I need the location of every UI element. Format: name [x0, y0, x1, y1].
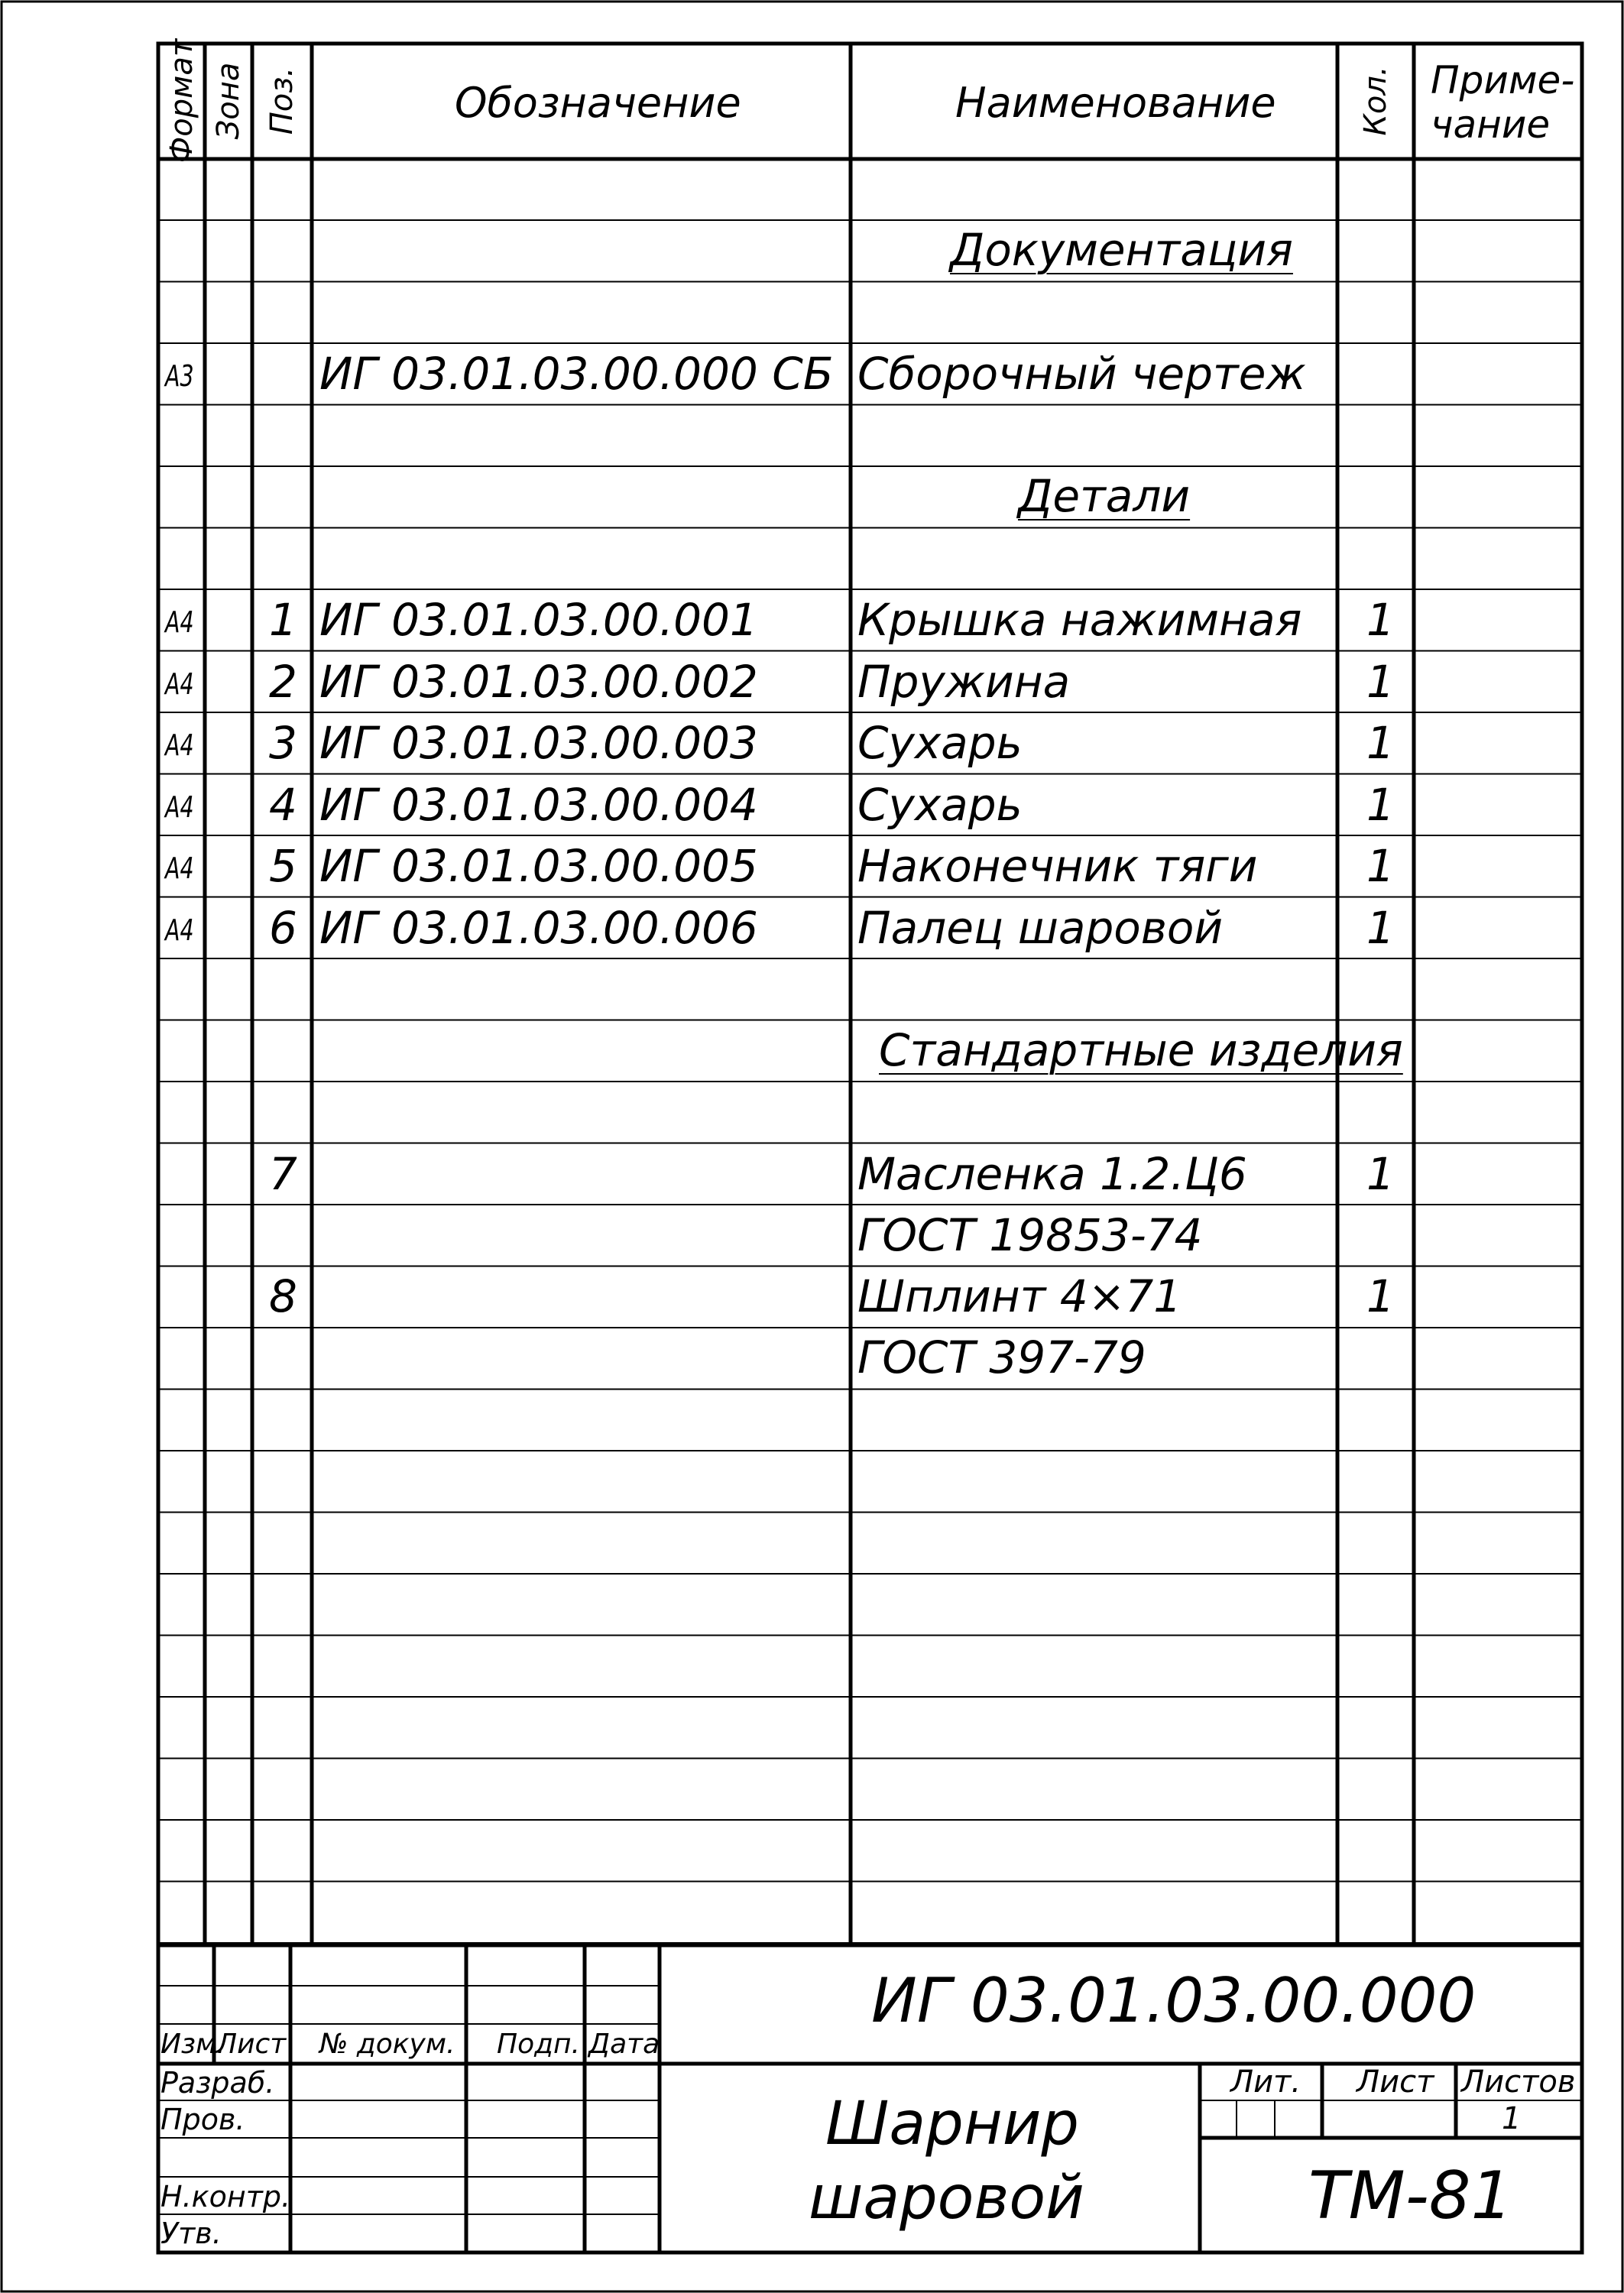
part-row-quantity: 1 — [1366, 840, 1395, 892]
header-format: Формат — [164, 38, 199, 164]
part-row-quantity: 1 — [1366, 594, 1395, 646]
section-documentation: Документация — [950, 224, 1293, 276]
title-doc-number: ИГ 03.01.03.00.000 — [871, 1965, 1477, 2036]
title-col-doc-no: № докум. — [319, 2029, 455, 2060]
standard-row-quantity: 1 — [1366, 1148, 1395, 1200]
header-note-line1: Приме- — [1431, 58, 1575, 102]
part-row-quantity: 1 — [1366, 778, 1395, 831]
title-developed: Разраб. — [160, 2066, 275, 2100]
title-product-name-line2: шаровой — [809, 2164, 1084, 2233]
part-row-position: 3 — [269, 717, 297, 769]
part-row-designation: ИГ 03.01.03.00.006 — [319, 901, 758, 954]
header-position: Поз. — [264, 66, 300, 135]
title-col-date: Дата — [588, 2029, 660, 2060]
standard-row-quantity: 1 — [1366, 1270, 1395, 1322]
title-lit-label: Лит. — [1230, 2064, 1301, 2100]
part-row-position: 4 — [269, 778, 297, 831]
part-row-position: 2 — [269, 655, 297, 708]
part-row-format: А4 — [165, 605, 194, 639]
part-row-format: А4 — [165, 666, 194, 701]
title-col-sign: Подп. — [497, 2029, 580, 2060]
title-sheet-label: Лист — [1357, 2064, 1434, 2100]
header-designation: Обозначение — [455, 79, 741, 127]
title-sheets-label: Листов — [1461, 2064, 1576, 2100]
part-row-name: Сухарь — [857, 778, 1023, 831]
part-row-name: Наконечник тяги — [857, 840, 1258, 892]
doc-row-format: А3 — [165, 359, 194, 393]
part-row-name: Палец шаровой — [857, 901, 1224, 954]
part-row-position: 5 — [269, 840, 297, 892]
part-row-designation: ИГ 03.01.03.00.005 — [319, 840, 758, 892]
part-row-designation: ИГ 03.01.03.00.001 — [319, 594, 758, 646]
title-product-name-line1: Шарнир — [825, 2090, 1079, 2158]
part-row-quantity: 1 — [1366, 717, 1395, 769]
part-row-designation: ИГ 03.01.03.00.002 — [319, 655, 758, 708]
header-note-line2: чание — [1431, 102, 1551, 147]
standard-row-name-line1: Масленка 1.2.Ц6 — [857, 1148, 1247, 1200]
doc-row-designation: ИГ 03.01.03.00.000 СБ — [319, 348, 834, 400]
part-row-designation: ИГ 03.01.03.00.004 — [319, 778, 758, 831]
title-approved: Утв. — [160, 2217, 222, 2250]
title-sheets-value: 1 — [1502, 2101, 1522, 2136]
title-col-izm: Изм. — [160, 2029, 225, 2060]
part-row-quantity: 1 — [1366, 901, 1395, 954]
section-standard-items: Стандартные изделия — [879, 1024, 1403, 1076]
part-row-quantity: 1 — [1366, 655, 1395, 708]
title-norm-control: Н.контр. — [160, 2180, 291, 2214]
part-row-name: Пружина — [857, 655, 1071, 708]
standard-row-name-line2: ГОСТ 397-79 — [857, 1331, 1146, 1383]
part-row-format: А4 — [165, 851, 194, 885]
part-row-designation: ИГ 03.01.03.00.003 — [319, 717, 758, 769]
part-row-name: Сухарь — [857, 717, 1023, 769]
title-checked: Пров. — [160, 2103, 245, 2136]
header-quantity: Кол. — [1358, 66, 1393, 136]
section-parts: Детали — [1018, 470, 1191, 522]
part-row-name: Крышка нажимная — [857, 594, 1302, 646]
part-row-position: 1 — [269, 594, 297, 646]
header-name: Наименование — [955, 79, 1276, 127]
title-organization: ТМ-81 — [1308, 2158, 1513, 2234]
part-row-position: 6 — [269, 901, 297, 954]
standard-row-position: 7 — [269, 1148, 297, 1200]
doc-row-name: Сборочный чертеж — [857, 348, 1306, 400]
standard-row-name-line2: ГОСТ 19853-74 — [857, 1209, 1203, 1261]
part-row-format: А4 — [165, 790, 194, 824]
part-row-format: А4 — [165, 728, 194, 762]
standard-row-position: 8 — [269, 1270, 297, 1322]
part-row-format: А4 — [165, 913, 194, 947]
title-col-list: Лист — [216, 2029, 287, 2060]
standard-row-name-line1: Шплинт 4×71 — [857, 1270, 1182, 1322]
header-zone: Зона — [211, 62, 246, 140]
